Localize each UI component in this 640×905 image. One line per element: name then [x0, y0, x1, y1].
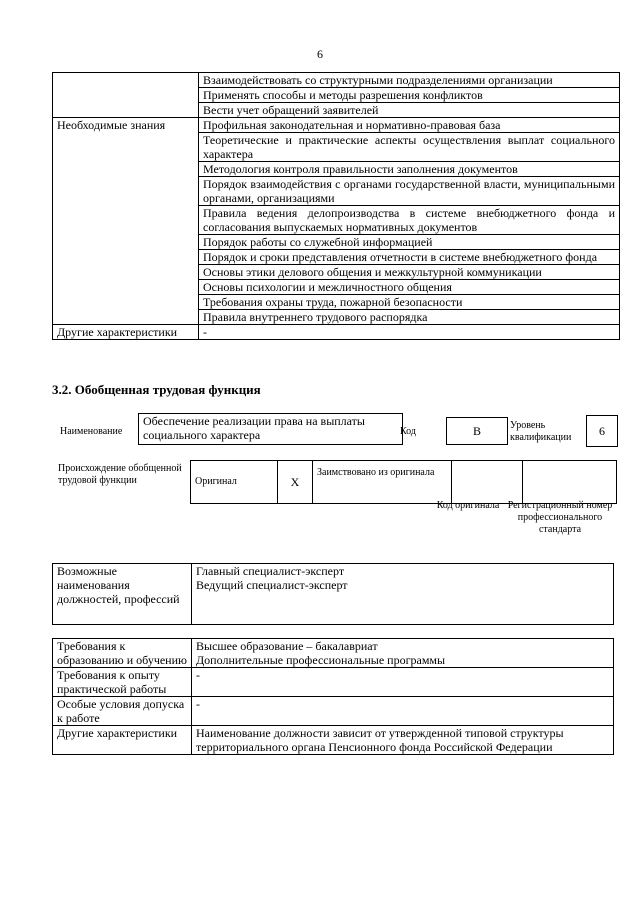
label-cell-empty — [53, 73, 199, 88]
table-row — [53, 118, 620, 133]
requirement-value: - — [196, 668, 200, 682]
knowledge-item: Правила внутреннего трудового распорядка — [199, 310, 620, 325]
requirement-label: Особые условия допуска к работе — [53, 697, 192, 726]
positions-table — [52, 563, 614, 625]
skills-knowledge-table — [52, 72, 620, 340]
knowledge-item: Требования охраны труда, пожарной безопасности — [199, 295, 620, 310]
requirements-table — [52, 638, 614, 755]
knowledge-item: Порядок и сроки представления отчетности в системе внебюджетного фонда — [199, 250, 620, 265]
positions-label: Возможные наименования должностей, профессий — [53, 564, 192, 625]
knowledge-item: Основы этики делового общения и межкультурной коммуникации — [199, 265, 620, 280]
label-cell-empty — [53, 88, 199, 103]
requirement-label: Другие характеристики — [53, 726, 192, 755]
table-row — [53, 73, 620, 88]
skill-item: Взаимодействовать со структурными подразделениями организации — [199, 73, 620, 88]
other-value: - — [199, 325, 620, 340]
requirement-values — [192, 639, 614, 668]
origin-label: Происхождение обобщенной трудовой функции — [58, 463, 182, 486]
requirement-value: Дополнительные профессиональные программы — [196, 653, 446, 667]
code-box: В — [446, 417, 508, 445]
knowledge-item: Основы психологии и межличностного общения — [199, 280, 620, 295]
requirement-label: Требования к опыту практической работы — [53, 668, 192, 697]
qualification-level-box: 6 — [586, 415, 618, 447]
skill-item: Вести учет обращений заявителей — [199, 103, 620, 118]
table-row — [53, 325, 620, 340]
function-name-box: Обеспечение реализации права на выплаты социального характера — [138, 413, 403, 445]
name-label: Наименование — [60, 426, 123, 437]
knowledge-item: Порядок взаимодействия с органами государственной власти, муниципальными органами, организациями — [199, 177, 620, 206]
other-label: Другие характеристики — [53, 325, 199, 340]
table-row — [53, 639, 614, 668]
code-original-cell — [452, 461, 523, 504]
knowledge-item: Профильная законодательная и нормативно-правовая база — [199, 118, 620, 133]
knowledge-item: Порядок работы со служебной информацией — [199, 235, 620, 250]
requirement-value: Наименование должности зависит от утвержденной типовой структуры территориального органа Пенсионного фонда Российской Федерации — [196, 726, 564, 754]
knowledge-item: Правила ведения делопроизводства в системе внебюджетного фонда и согласования выпускаемых нормативных документов — [199, 206, 620, 235]
requirement-value: Высшее образование – бакалавриат — [196, 639, 378, 653]
section-title: 3.2. Обобщенная трудовая функция — [52, 382, 261, 397]
code-original-label: Код оригинала — [436, 500, 500, 511]
table-row — [53, 103, 620, 118]
original-mark: Х — [278, 461, 313, 504]
reg-number-label: Регистрационный номер профессионального стандарта — [507, 500, 613, 535]
requirement-value: - — [196, 697, 200, 711]
requirement-values — [192, 726, 614, 755]
qualification-level-label: Уровень квалификации — [510, 420, 572, 443]
positions-values — [192, 564, 614, 625]
requirement-label: Требования к образованию и обучению — [53, 639, 192, 668]
label-cell-empty — [53, 103, 199, 118]
table-row — [53, 668, 614, 697]
origin-table — [190, 460, 617, 504]
skill-item: Применять способы и методы разрешения конфликтов — [199, 88, 620, 103]
position-item: Ведущий специалист-эксперт — [196, 578, 348, 592]
table-row — [53, 697, 614, 726]
code-label: Код — [400, 426, 416, 437]
knowledge-item: Теоретические и практические аспекты осуществления выплат социального характера — [199, 133, 620, 162]
requirement-values — [192, 668, 614, 697]
page-number: 6 — [317, 47, 323, 61]
table-row — [53, 88, 620, 103]
original-label: Оригинал — [191, 461, 278, 504]
requirement-values — [192, 697, 614, 726]
knowledge-item: Методология контроля правильности заполнения документов — [199, 162, 620, 177]
position-item: Главный специалист-эксперт — [196, 564, 345, 578]
reg-number-cell — [523, 461, 617, 504]
knowledge-label: Необходимые знания — [53, 118, 199, 325]
table-row — [53, 726, 614, 755]
borrowed-label: Заимствовано из оригинала — [313, 461, 452, 504]
